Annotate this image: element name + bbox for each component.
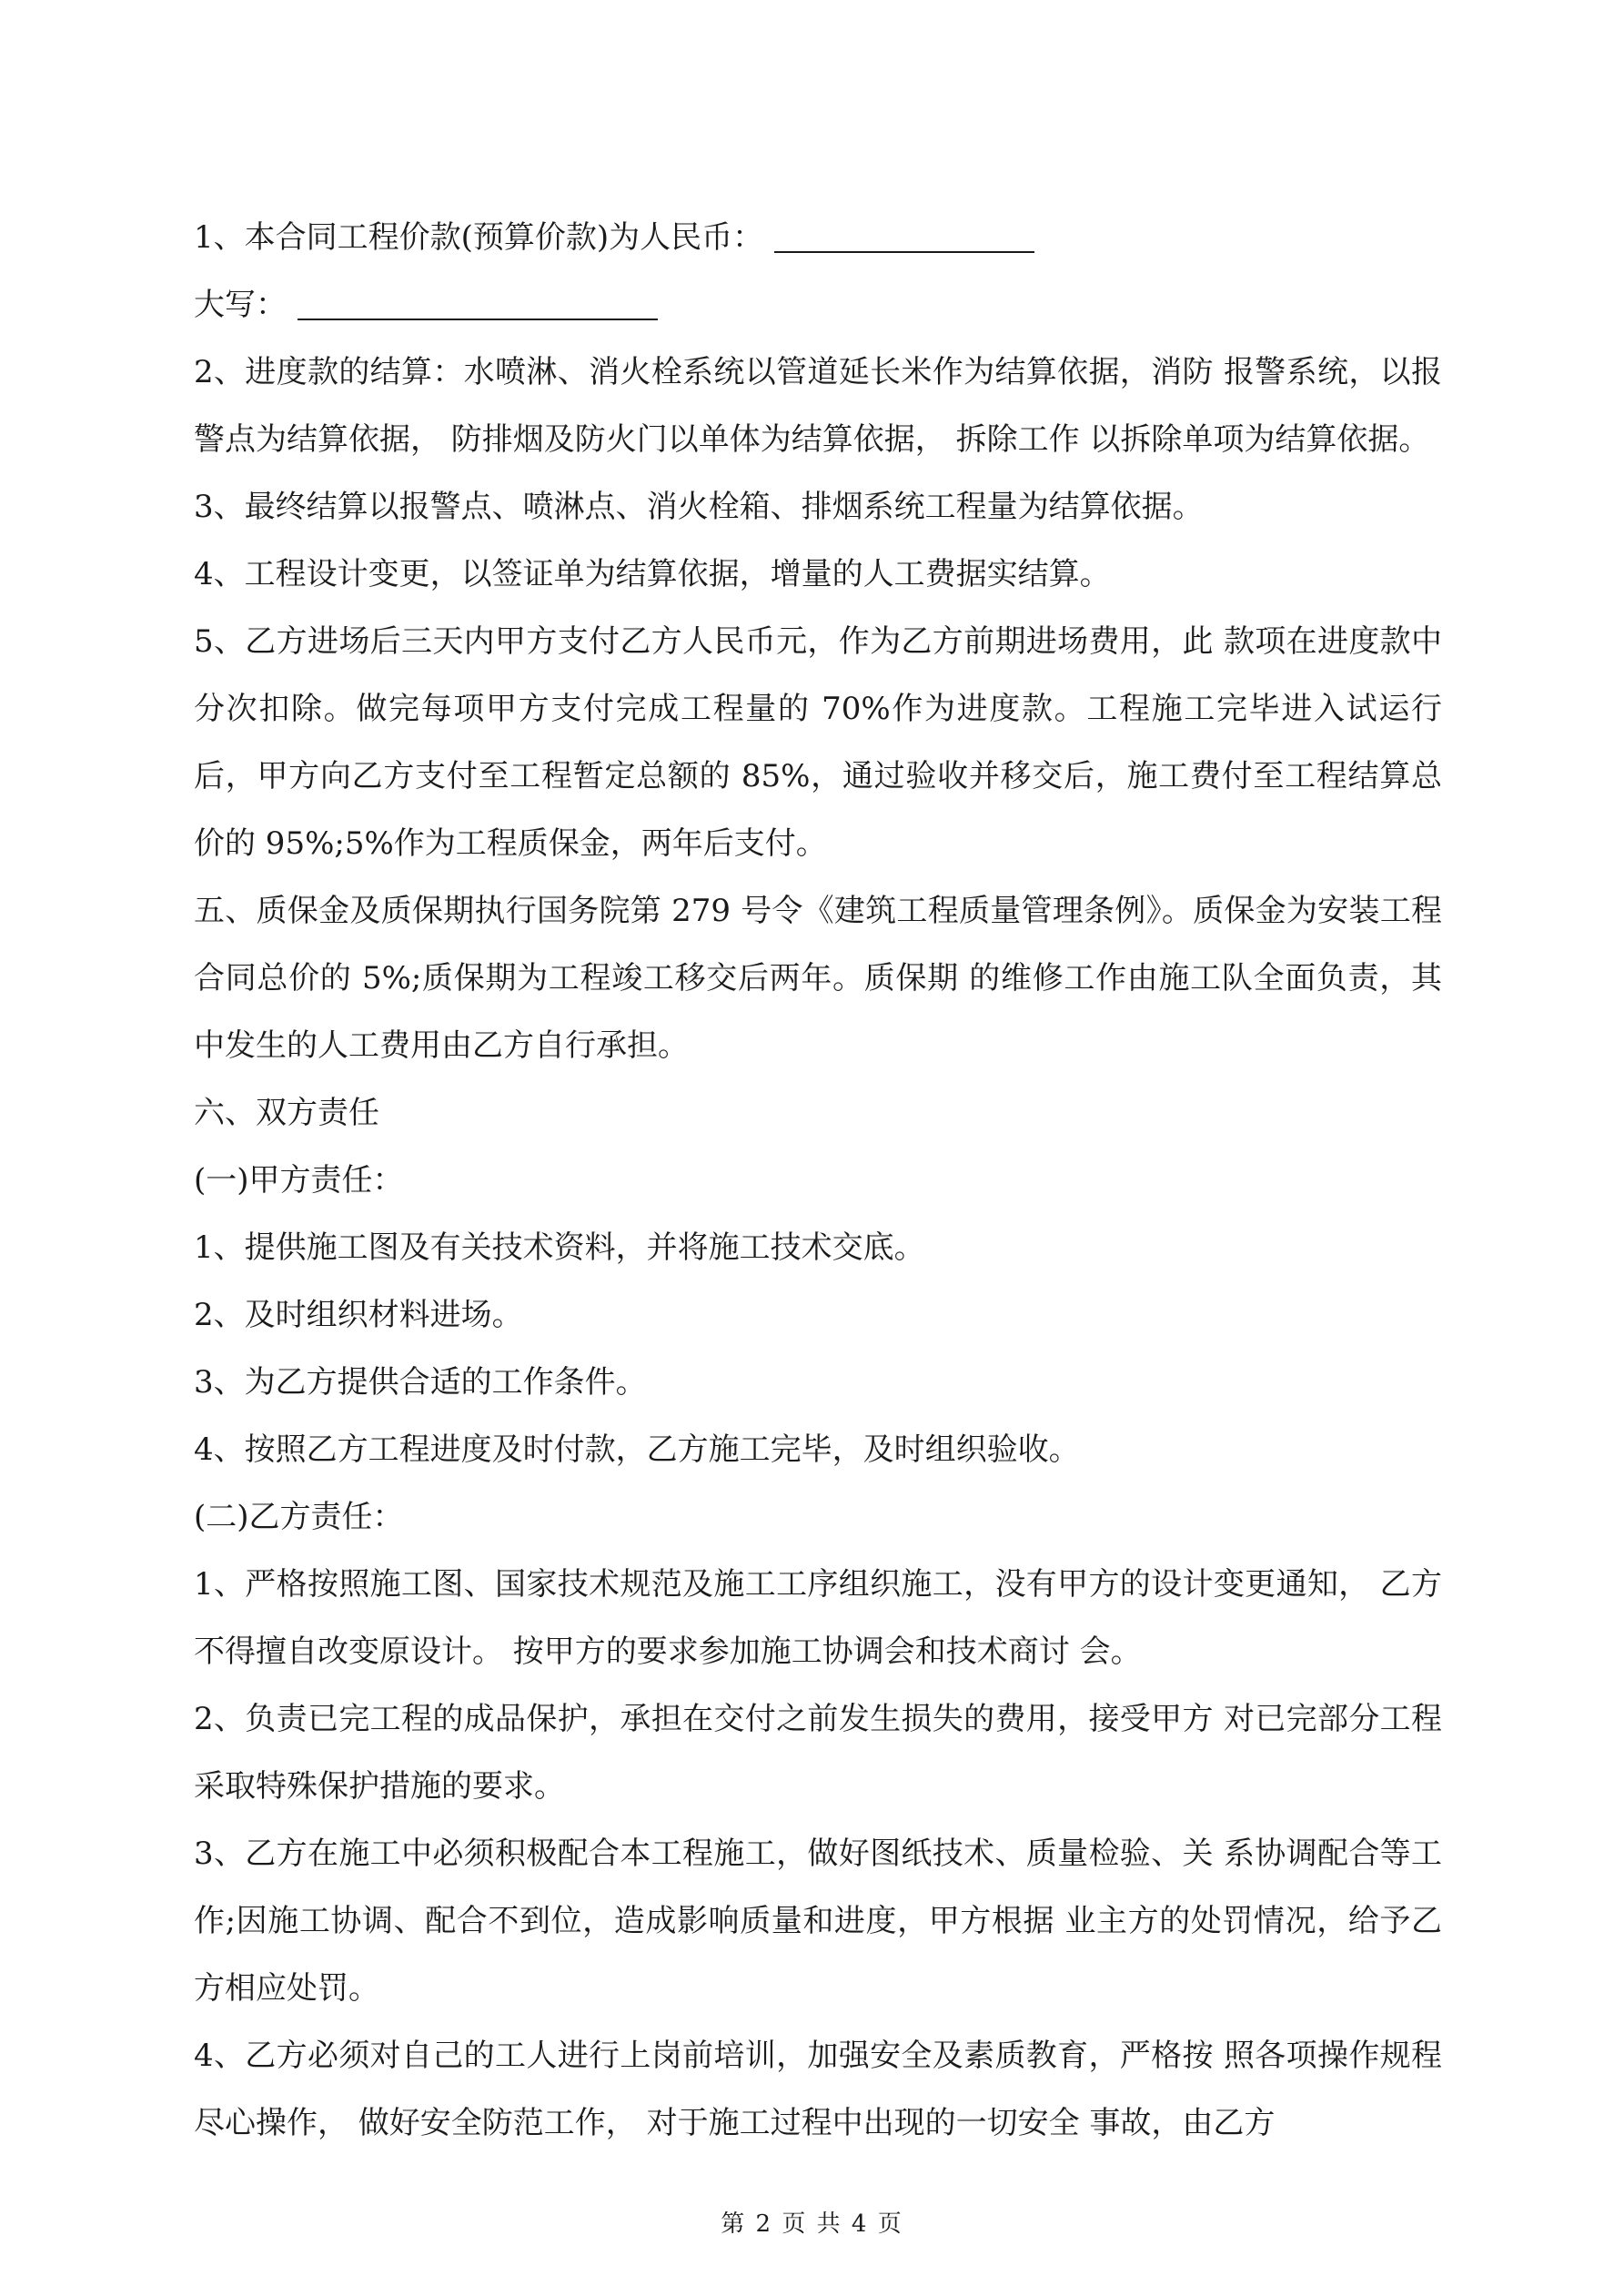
section-heading-responsibilities: 六、双方责任: [194, 1095, 379, 1131]
subheading-party-a: (一)甲方责任：: [194, 1162, 404, 1199]
page-number-footer: 第 2 页 共 4 页: [721, 2210, 903, 2238]
party-b-item-4: 4、乙方必须对自己的工人进行上岗前培训，加强安全及素质教育，严格按 照各项操作规程尽心操作， 做好安全防范工作， 对于施工过程中出现的一切安全 事故，由乙方: [194, 2038, 1442, 2141]
document-body: [194, 204, 1442, 2157]
paragraph-amount-in-words: [194, 271, 1442, 339]
party-b-item-3: 3、乙方在施工中必须积极配合本工程施工，做好图纸技术、质量检验、关 系协调配合等工作;因施工协调、配合不到位，造成影响质量和进度，甲方根据 业主方的处罚情况，给予乙方相应处罚。: [194, 1836, 1442, 2007]
paragraph-text: 大写：: [194, 287, 287, 323]
party-a-item-3: 3、为乙方提供合适的工作条件。: [194, 1364, 647, 1401]
subheading-party-b: (二)乙方责任：: [194, 1499, 404, 1535]
paragraph-design-change: 4、工程设计变更，以签证单为结算依据，增量的人工费据实结算。: [194, 556, 1111, 592]
party-a-item-2: 2、及时组织材料进场。: [194, 1297, 523, 1333]
party-b-item-1: 1、严格按照施工图、国家技术规范及施工工序组织施工，没有甲方的设计变更通知， 乙方不得擅自改变原设计。 按甲方的要求参加施工协调会和技术商讨 会。: [194, 1566, 1442, 1670]
paragraph-contract-price: [194, 204, 1442, 271]
paragraph-final-settlement: 3、最终结算以报警点、喷淋点、消火栓箱、排烟系统工程量为结算依据。: [194, 489, 1204, 525]
party-a-item-1: 1、提供施工图及有关技术资料，并将施工技术交底。: [194, 1229, 925, 1266]
party-b-item-2: 2、负责已完工程的成品保护，承担在交付之前发生损失的费用，接受甲方 对已完部分工程采取特殊保护措施的要求。: [194, 1701, 1442, 1805]
party-a-item-4: 4、按照乙方工程进度及时付款，乙方施工完毕，及时组织验收。: [194, 1431, 1080, 1468]
price-blank-line: [774, 218, 1034, 253]
paragraph-text: 1、本合同工程价款(预算价款)为人民币：: [194, 219, 764, 256]
paragraph-warranty: 五、质保金及质保期执行国务院第 279 号令《建筑工程质量管理条例》。质保金为安装工程合同总价的 5%;质保期为工程竣工移交后两年。质保期 的维修工作由施工队全面负责，其中发生的人工费用由乙方自行承担。: [194, 893, 1442, 1064]
paragraph-payment-schedule: 5、乙方进场后三天内甲方支付乙方人民币元，作为乙方前期进场费用，此 款项在进度款中分次扣除。做完每项甲方支付完成工程量的 70%作为进度款。工程施工完毕进入试运行后，甲方向乙方支付至工程暂定总额的 85%，通过验收并移交后，施工费付至工程结算总价的 95%;5%作为工程质保金，两年后支付。: [194, 623, 1442, 862]
paragraph-progress-settlement: 2、进度款的结算：水喷淋、消火栓系统以管道延长米作为结算依据，消防 报警系统，以报警点为结算依据， 防排烟及防火门以单体为结算依据， 拆除工作 以拆除单项为结算依据。: [194, 354, 1442, 458]
amount-words-blank-line: [298, 286, 658, 320]
